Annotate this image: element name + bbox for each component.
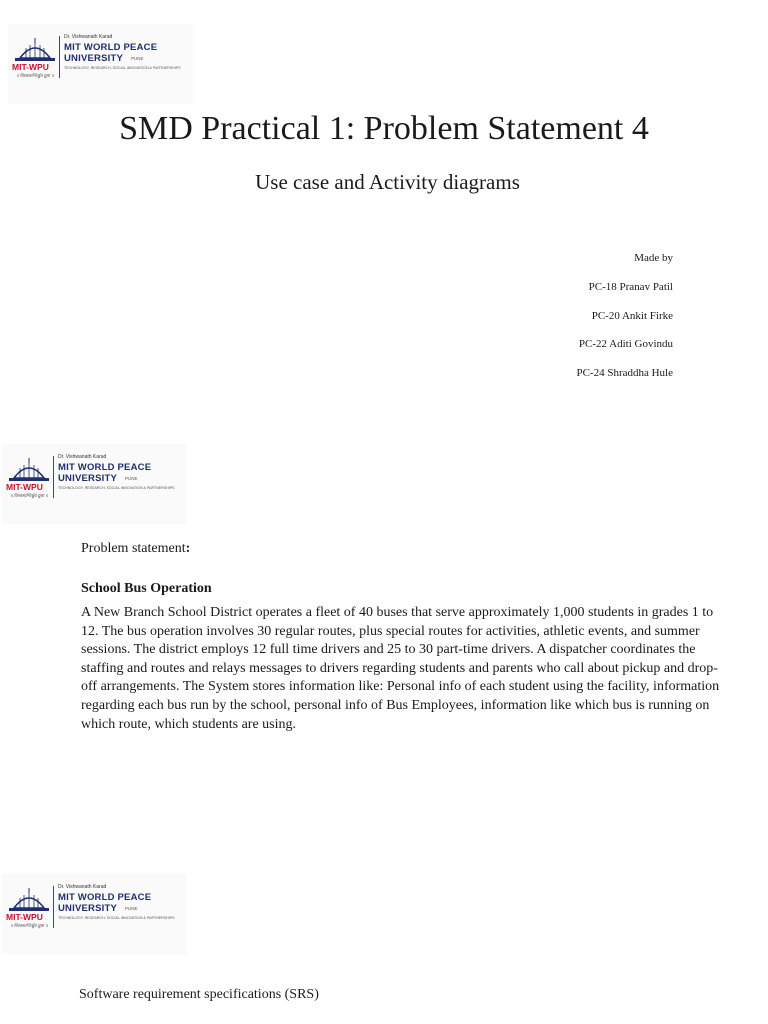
authors-block [576, 244, 673, 388]
logo-small-line: Dr. Vishwanath Karad [58, 884, 107, 890]
logo-name-line1: MIT WORLD PEACE [58, 462, 152, 473]
logo-brand: MIT-WPU [6, 482, 43, 492]
problem-statement-label [81, 541, 721, 557]
logo-motto: ॥ विश्वशान्तिर्ध्रुवं ध्रुवा ॥ [10, 493, 48, 498]
logo-divider [59, 36, 60, 78]
problem-heading: School Bus Operation [81, 581, 212, 596]
mit-wpu-logo [2, 444, 187, 524]
author-item: PC-24 Shraddha Hule [576, 367, 673, 380]
logo-name-line2: UNIVERSITY [58, 473, 118, 484]
logo-city: PUNE [125, 906, 138, 911]
logo-city: PUNE [131, 56, 144, 61]
logo-name-line2: UNIVERSITY [58, 903, 118, 914]
made-by-label: Made by [634, 252, 673, 264]
dome-emblem-icon [4, 456, 54, 484]
logo-tagline: TECHNOLOGY, RESEARCH, SOCIAL INNOVATION & PARTNERSHIPS [58, 916, 175, 920]
logo-small-line: Dr. Vishwanath Karad [64, 34, 113, 40]
logo-brand: MIT-WPU [6, 912, 43, 922]
author-item: PC-22 Aditi Govindu [578, 338, 673, 351]
page-subtitle: Use case and Activity diagrams [255, 170, 520, 194]
mit-wpu-logo [8, 24, 193, 104]
logo-tagline: TECHNOLOGY, RESEARCH, SOCIAL INNOVATION & PARTNERSHIPS [64, 66, 181, 70]
logo-small-line: Dr. Vishwanath Karad [58, 454, 107, 460]
page-title: SMD Practical 1: Problem Statement 4 [119, 110, 649, 147]
logo-divider [53, 886, 54, 928]
problem-label-colon: : [185, 541, 191, 556]
mit-wpu-logo [2, 874, 187, 954]
logo-divider [53, 456, 54, 498]
problem-paragraph: A New Branch School District operates a fleet of 40 buses that serve approximately 1,000 students in grades 1 to 12. The bus operation involves 30 regular routes, plus special routes for activities, athletic events, and summer sessions. The district employs 12 full time drivers and 25 to 30 part-time drivers. A dispatcher coordinates the staffing and routes and relays messages to drivers regarding students and parents who call about pickup and drop-off arrangements. The System stores information like: Personal info of each student using the facility, information regarding each bus run by the school, personal info of Bus Employees, information like which bus is running on which route, which students are using. [81, 605, 720, 732]
logo-motto: ॥ विश्वशान्तिर्ध्रुवं ध्रुवा ॥ [16, 73, 54, 78]
logo-brand: MIT-WPU [12, 62, 49, 72]
author-item: PC-20 Ankit Firke [591, 309, 673, 322]
author-item: PC-18 Pranav Patil [588, 280, 673, 293]
logo-name-line1: MIT WORLD PEACE [64, 42, 158, 53]
problem-label-text: Problem statement [81, 541, 186, 556]
logo-name-line1: MIT WORLD PEACE [58, 892, 152, 903]
logo-name-line2: UNIVERSITY [64, 53, 124, 64]
logo-motto: ॥ विश्वशान्तिर्ध्रुवं ध्रुवा ॥ [10, 923, 48, 928]
logo-city: PUNE [125, 476, 138, 481]
logo-tagline: TECHNOLOGY, RESEARCH, SOCIAL INNOVATION & PARTNERSHIPS [58, 486, 175, 490]
srs-heading: Software requirement specifications (SRS) [79, 987, 319, 1002]
dome-emblem-icon [10, 36, 60, 64]
dome-emblem-icon [4, 886, 54, 914]
